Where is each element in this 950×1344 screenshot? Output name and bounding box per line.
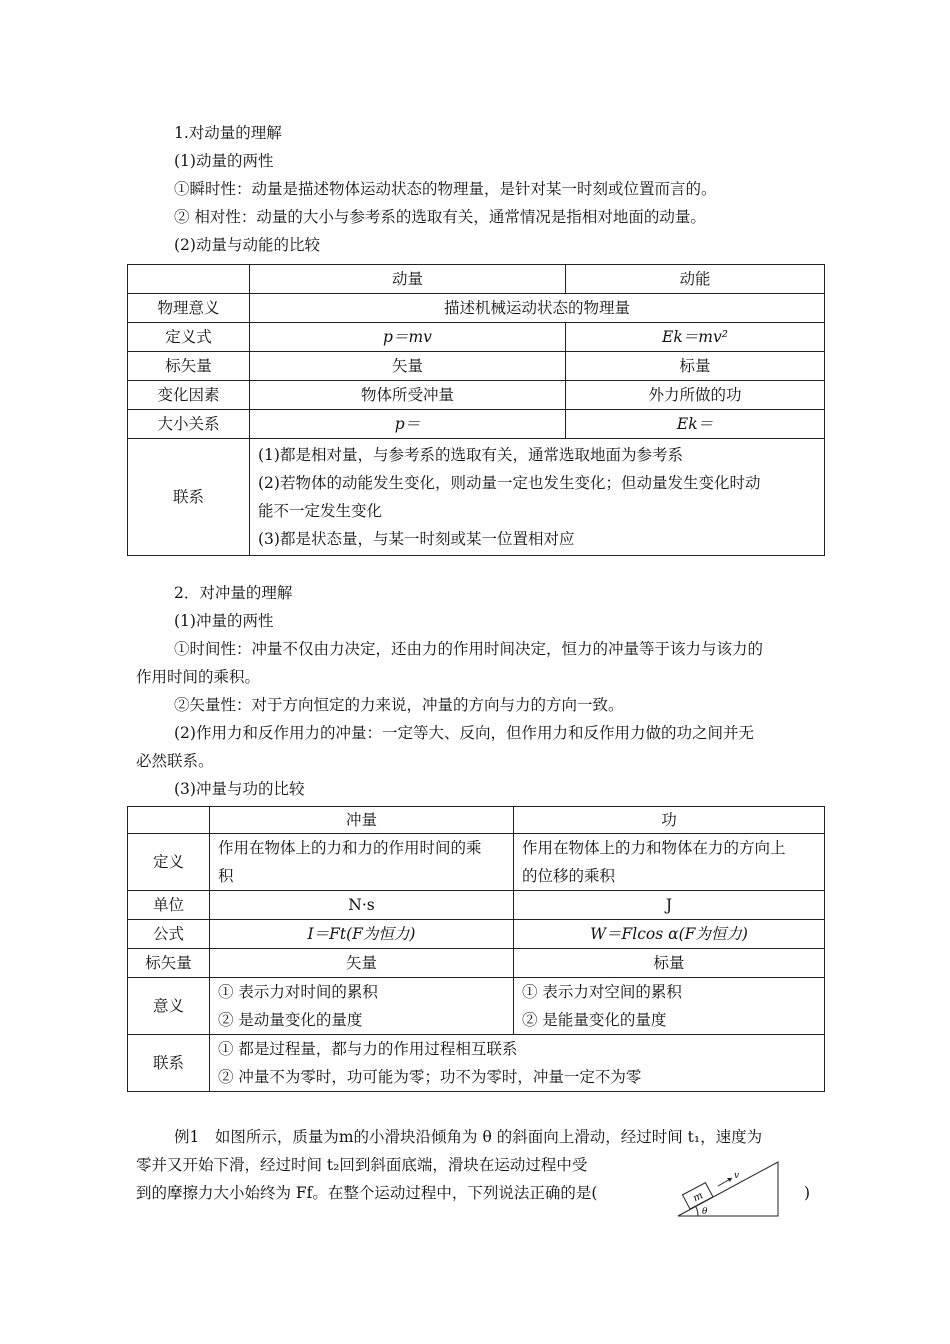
header-momentum: 动量 [250,265,566,294]
link-cell [210,1035,825,1092]
section1-title: 1.对动量的理解 [174,124,282,142]
text-line: ① 表示力对时间的累积 [218,983,378,1001]
impulse-unit: N·s [210,891,514,920]
cell-a: p＝ [250,410,566,439]
row-label: 定义 [128,834,210,891]
cell-b: 标量 [566,352,825,381]
section2-p1a: ①时间性：冲量不仅由力决定，还由力的作用时间决定，恒力的冲量等于该力与该力的 [174,640,764,658]
impulse-definition [210,834,514,891]
text-line: ① 表示力对空间的累积 [522,983,682,1001]
row-label: 联系 [128,1035,210,1092]
velocity-label: v [734,1171,740,1181]
cell-a: 矢量 [210,949,514,978]
work-definition [514,834,825,891]
row-label: 标矢量 [128,949,210,978]
text-line: 积 [218,867,234,885]
section1-p2: ② 相对性：动量的大小与参考系的选取有关，通常情况是指相对地面的动量。 [174,208,706,226]
text-line: ① 都是过程量，都与力的作用过程相互联系 [218,1040,518,1058]
impulse-work-table [127,806,825,1092]
row-label: 定义式 [128,323,250,352]
row-label: 单位 [128,891,210,920]
example-line3: 到的摩擦力大小始终为 Ff。在整个运动过程中，下列说法正确的是( [136,1184,598,1202]
example-line1: 例1 如图所示，质量为m的小滑块沿倾角为 θ 的斜面向上滑动，经过时间 t₁，速度为 [174,1128,763,1146]
text-line: 作用在物体上的力和物体在力的方向上 [522,839,786,857]
work-formula: W＝Flcos α(F为恒力) [514,920,825,949]
cell-a: 矢量 [250,352,566,381]
row-label: 大小关系 [128,410,250,439]
text-line: ② 冲量不为零时，功可能为零；功不为零时，冲量一定不为零 [218,1068,642,1086]
incline-diagram [672,1158,782,1222]
cell-b: Ek＝ [566,410,825,439]
kinetic-energy-formula: Ek＝mv² [566,323,825,352]
section2-title: 2．对冲量的理解 [174,584,293,602]
row-label: 公式 [128,920,210,949]
row-label: 联系 [128,439,250,556]
row-label: 物理意义 [128,294,250,323]
section1-sub1: (1)动量的两性 [174,152,274,170]
text-line: ② 是动量变化的量度 [218,1011,363,1029]
header-empty [128,265,250,294]
row-label: 变化因素 [128,381,250,410]
text-line: 作用在物体上的力和力的作用时间的乘 [218,839,482,857]
cell-b: 外力所做的功 [566,381,825,410]
work-meaning [514,978,825,1035]
header-impulse: 冲量 [210,807,514,834]
section1-p1: ①瞬时性：动量是描述物体运动状态的物理量，是针对某一时刻或位置而言的。 [174,180,717,198]
section2-p3a: (2)作用力和反作用力的冲量：一定等大、反向，但作用力和反作用力做的功之间并无 [174,724,754,742]
link-cell [250,439,825,556]
angle-label: θ [702,1207,708,1217]
example-paren-close: ) [804,1184,811,1202]
section2-p2: ②矢量性：对于方向恒定的力来说，冲量的方向与力的方向一致。 [174,696,624,714]
impulse-meaning [210,978,514,1035]
header-work: 功 [514,807,825,834]
header-kinetic-energy: 动能 [566,265,825,294]
link-line: (1)都是相对量，与参考系的选取有关，通常选取地面为参考系 [258,446,683,464]
text-line: ② 是能量变化的量度 [522,1011,667,1029]
row-merged-value: 描述机械运动状态的物理量 [250,294,825,323]
section1-sub2: (2)动量与动能的比较 [174,236,320,254]
link-line: 能不一定发生变化 [258,502,383,520]
text-line: 的位移的乘积 [522,867,616,885]
example-line2: 零并又开始下滑，经过时间 t₂回到斜面底端，滑块在运动过程中受 [136,1156,588,1174]
section2-p3b: 必然联系。 [136,752,214,770]
block-label: m [691,1190,705,1205]
momentum-formula: p＝mv [250,323,566,352]
row-label: 意义 [128,978,210,1035]
work-unit: J [514,891,825,920]
link-line: (2)若物体的动能发生变化，则动量一定也发生变化；但动量发生变化时动 [258,474,761,492]
section2-p1b: 作用时间的乘积。 [136,668,261,686]
cell-b: 标量 [514,949,825,978]
link-line: (3)都是状态量，与某一时刻或某一位置相对应 [258,530,575,548]
impulse-formula: I＝Ft(F为恒力) [210,920,514,949]
cell-a: 物体所受冲量 [250,381,566,410]
header-empty [128,807,210,834]
angle-arc [696,1207,698,1216]
section2-sub3: (3)冲量与功的比较 [174,780,305,798]
block [682,1183,712,1209]
momentum-kinetic-energy-table [127,264,825,556]
row-label: 标矢量 [128,352,250,381]
section2-sub1: (1)冲量的两性 [174,612,274,630]
